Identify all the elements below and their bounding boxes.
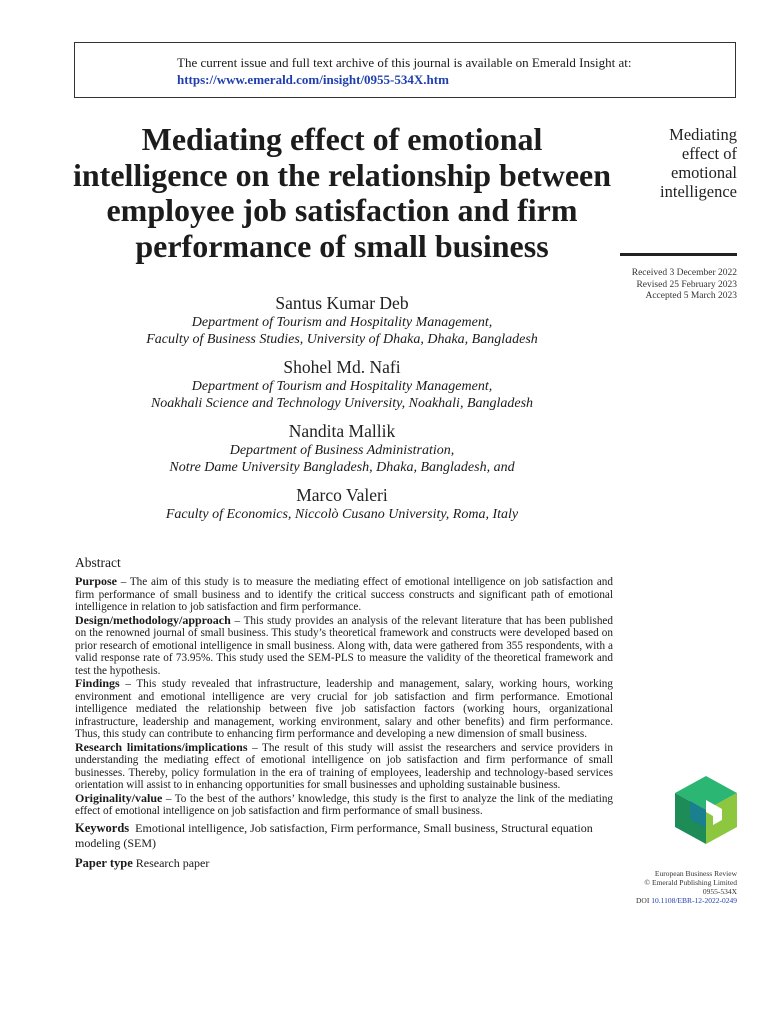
section-text: – The aim of this study is to measure the mediating effect of emotional intelligence on job satisfaction and firm performance of small business and to identify the critical success constructs and significant path of emotional intelligence in relation to job satisfaction and firm performance. (75, 576, 613, 613)
running-title-line: effect of (681, 144, 737, 163)
doi-line (600, 896, 737, 905)
section-label: Originality/value (75, 790, 163, 805)
abstract-heading: Abstract (75, 555, 121, 570)
author-block (68, 484, 616, 523)
abstract-purpose (75, 575, 613, 614)
abstract (75, 555, 613, 871)
abstract-findings (75, 677, 613, 741)
author-name: Santus Kumar Deb (275, 293, 409, 313)
revised-date: Revised 25 February 2023 (636, 279, 737, 290)
emerald-logo-icon (675, 776, 737, 844)
archive-notice-box (74, 42, 736, 98)
side-divider (620, 253, 737, 256)
doi-link[interactable]: 10.1108/EBR-12-2022-0249 (651, 896, 737, 905)
paper-type-label: Paper type (75, 855, 133, 870)
abstract-limitations (75, 741, 613, 792)
abstract-design (75, 614, 613, 678)
author-affiliation: Noakhali Science and Technology University, Noakhali, Bangladesh (150, 396, 534, 411)
section-text: – This study provides an analysis of the relevant literature that has been published on the renowned journal of small business. This study’s theoretical framework and constructs were developed based on prior research of emotional intelligence in small business. Along with, data were gathered from 355 respondents, with a valid response rate of 73.95%. This study used the SEM-PLS to measure the validity of the theoretical framework and test the hypothesis. (75, 614, 613, 677)
paper-title: Mediating effect of emotional intelligence on the relationship between employee job satisfaction and firm performance of small business (72, 121, 612, 264)
running-title-line: emotional (671, 163, 737, 182)
section-label: Design/methodology/approach (75, 612, 231, 627)
submission-dates (600, 268, 737, 303)
author-affiliation: Notre Dame University Bangladesh, Dhaka, Bangladesh, and (169, 460, 515, 475)
doi-label: DOI (636, 896, 650, 905)
section-label: Purpose (75, 574, 117, 588)
journal-info (600, 869, 737, 905)
keywords (75, 821, 613, 851)
author-block (68, 420, 616, 476)
keywords-label: Keywords (75, 820, 130, 835)
section-text: – This study revealed that infrastructure, leadership and management, salary, working hours, working environment and emotional intelligence are very crucial for job satisfaction and firm performance. Emotional intelligence mediated the relationship between five job satisfaction factors (working hours, organizational infrastructure, leadership and management, working environment, salary and other benefits) and firm performance. Thus, this study can contribute to enhancing firm performance and developing a new dimension of small business. (75, 678, 613, 740)
author-name: Shohel Md. Nafi (283, 357, 401, 377)
abstract-originality (75, 792, 613, 818)
issn: 0955-534X (702, 887, 737, 896)
keywords-text: Emotional intelligence, Job satisfaction, Firm performance, Small business, Structural equation modeling (SEM) (75, 820, 593, 850)
author-affiliation: Faculty of Business Studies, University of Dhaka, Dhaka, Bangladesh (146, 332, 538, 347)
section-label: Research limitations/implications (75, 739, 248, 754)
author-name: Marco Valeri (296, 485, 388, 505)
author-affiliation: Department of Tourism and Hospitality Management, (191, 315, 493, 330)
journal-name: European Business Review (654, 869, 737, 878)
running-title-line: Mediating (669, 125, 737, 144)
section-text: – To the best of the authors’ knowledge, this study is the first to analyze the link of the mediating effect of emotional intelligence on job satisfaction and firm performance of small business. (75, 792, 613, 817)
accepted-date: Accepted 5 March 2023 (645, 291, 737, 301)
paper-type-text: Research paper (135, 855, 210, 870)
paper-type (75, 856, 613, 871)
author-affiliation: Faculty of Economics, Niccolò Cusano University, Roma, Italy (165, 507, 519, 522)
author-affiliation: Department of Tourism and Hospitality Management, (191, 379, 493, 394)
publisher: © Emerald Publishing Limited (644, 878, 737, 887)
running-title (620, 125, 737, 201)
archive-url-link[interactable]: https://www.emerald.com/insight/0955-534X.htm (177, 72, 449, 87)
running-title-line: intelligence (660, 182, 737, 201)
received-date: Received 3 December 2022 (631, 268, 737, 278)
author-block (68, 356, 616, 412)
section-label: Findings (75, 676, 120, 690)
author-block (68, 292, 616, 348)
author-list (68, 292, 616, 531)
archive-notice-text: The current issue and full text archive of this journal is available on Emerald Insight at: (177, 55, 632, 70)
author-affiliation: Department of Business Administration, (229, 443, 455, 458)
section-text: – The result of this study will assist the researchers and service providers in understanding the mediating effect of emotional intelligence on job satisfaction and firm performance of small businesses. Thereby, policy formulation in the era of training of employees, leadership and technology-based services orientation will assist to in enhancing opportunities for small businesses and upholding sustainable business. (75, 741, 613, 791)
author-name: Nandita Mallik (288, 421, 396, 441)
